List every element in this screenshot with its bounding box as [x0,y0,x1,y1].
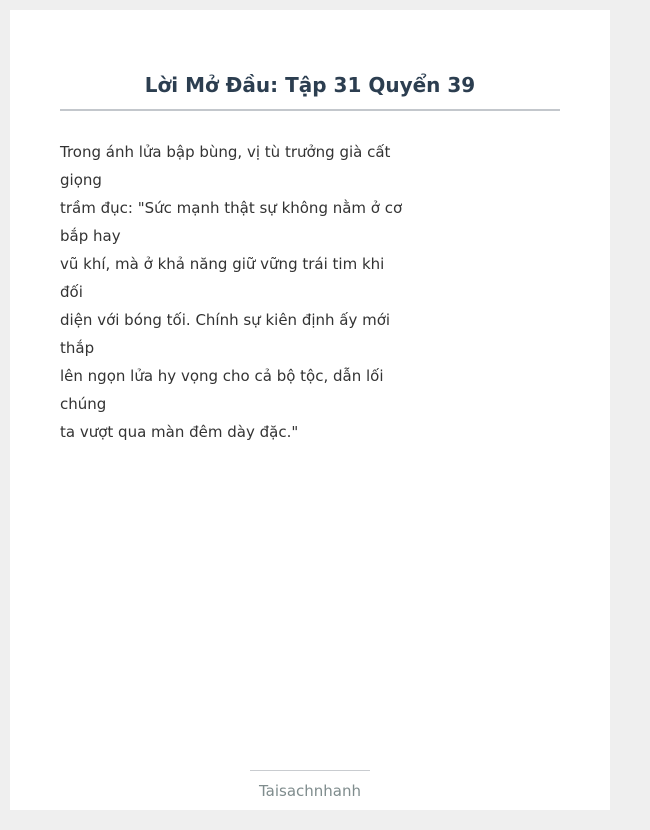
body-line: vũ khí, mà ở khả năng giữ vững trái tim khi [60,255,385,273]
page-title: Lời Mở Đầu: Tập 31 Quyển 39 [144,73,476,97]
body-line: trầm đục: "Sức mạnh thật sự không nằm ở cơ [60,199,403,217]
body-line: đối [60,283,83,301]
footer-site-name: Taisachnhanh [258,782,362,800]
body-line: Trong ánh lửa bập bùng, vị tù trưởng già cất [60,143,391,161]
body-line: ta vượt qua màn đêm dày đặc." [60,423,299,441]
body-line: chúng [60,395,107,413]
body-paragraph [60,138,403,446]
body-line: giọng [60,171,102,189]
body-line: bắp hay [60,227,121,245]
body-line: thắp [60,339,95,357]
title-divider [60,109,560,111]
body-line: diện với bóng tối. Chính sự kiên định ấy mới [60,311,391,329]
body-line: lên ngọn lửa hy vọng cho cả bộ tộc, dẫn lối [60,367,384,385]
document-page [10,10,610,810]
footer-divider [250,770,370,771]
